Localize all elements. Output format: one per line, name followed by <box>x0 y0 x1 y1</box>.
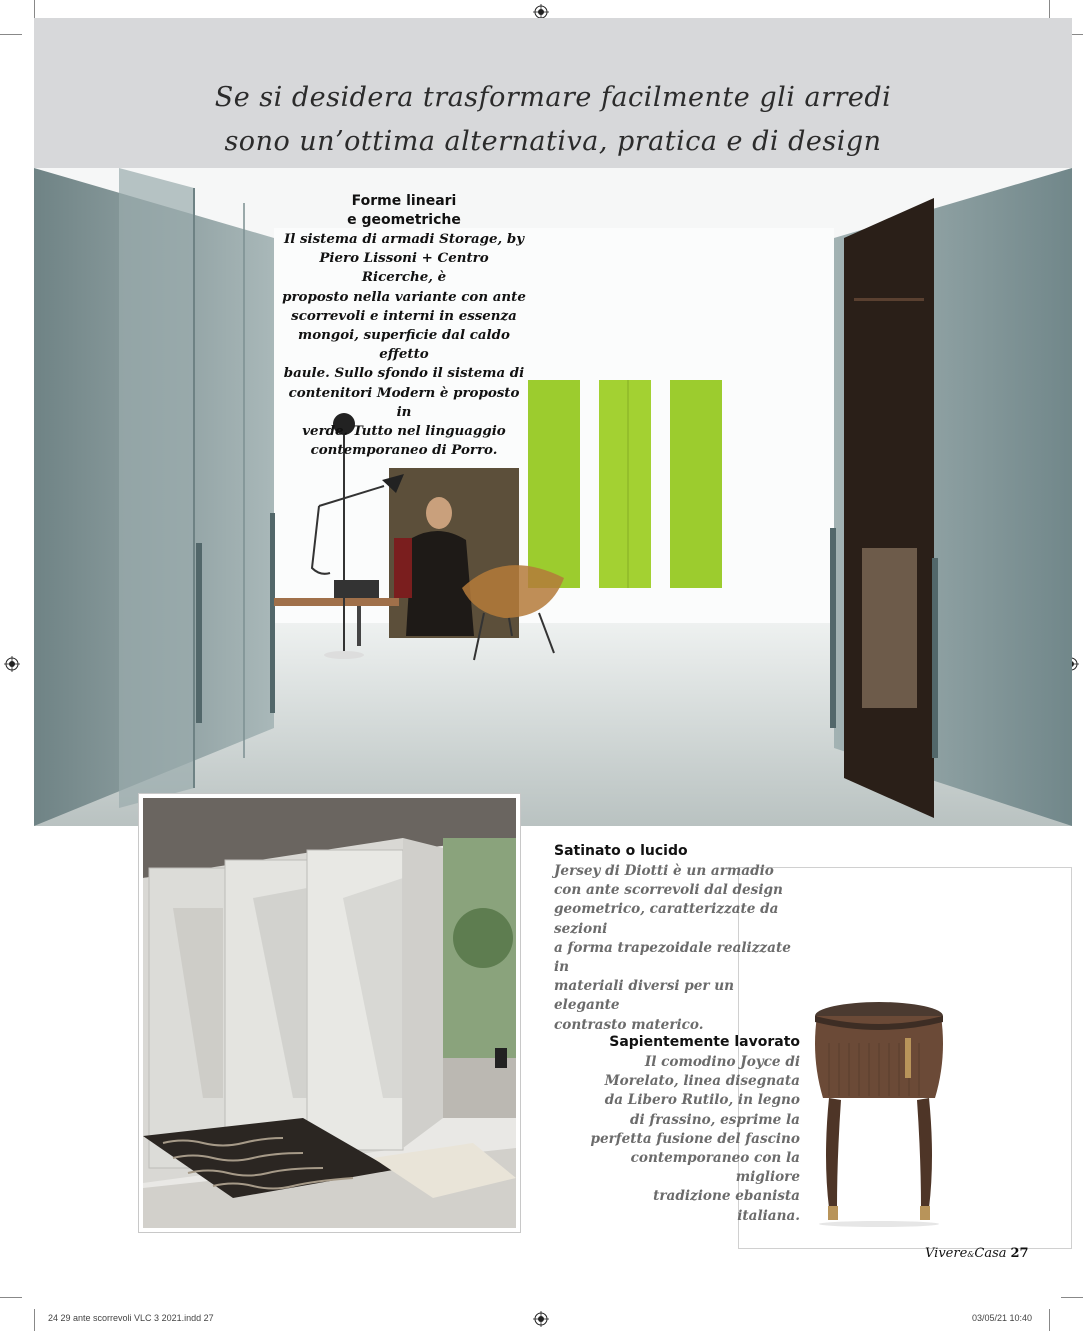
caption-title-line-1: Forme lineari <box>351 193 457 209</box>
caption-forme-lineari <box>282 192 526 460</box>
caption-body-line: Piero Lissoni + Centro Ricerche, è <box>319 250 489 286</box>
caption-body-line: Jersey di Diotti è un armadio <box>554 863 774 879</box>
caption-sapientemente-lavorato <box>590 1033 800 1226</box>
pull-quote-line-2: sono un’ottima alternativa, pratica e di design <box>224 126 882 157</box>
caption-body-line: perfetta fusione del fascino <box>590 1130 800 1147</box>
caption-body-line: verde. Tutto nel linguaggio <box>302 423 506 440</box>
caption-satinato-o-lucido <box>554 842 804 1035</box>
caption-body-line: Il comodino Joyce di <box>644 1054 800 1070</box>
crop-mark-top-left <box>0 34 22 35</box>
caption-body-line: materiali diversi per un elegante <box>554 978 735 1014</box>
caption-body-line: di frassino, esprime la <box>630 1111 800 1128</box>
main-photo-storage-wardrobe <box>34 168 1072 826</box>
caption-body-line: con ante scorrevoli dal design <box>554 882 783 899</box>
caption-body-line: geometrico, caratterizzate da sezioni <box>554 901 779 937</box>
magazine-brand-vivere: Vivere <box>925 1246 968 1261</box>
caption-body-line: Morelato, linea disegnata <box>604 1073 800 1090</box>
jersey-wardrobe-illustration <box>143 798 516 1228</box>
nightstand-joyce-illustration <box>809 998 949 1228</box>
caption-body-line: contenitori Modern è proposto in <box>288 384 520 420</box>
wardrobe-jersey-photo <box>138 793 521 1233</box>
crop-mark-bottom-left <box>0 1297 22 1298</box>
caption-body-line: mongoi, superficie dal caldo effetto <box>298 327 510 363</box>
caption-body-line: da Libero Rutilo, in legno <box>604 1092 800 1109</box>
caption-body <box>554 862 804 1035</box>
caption-body <box>282 230 526 460</box>
pull-quote-line-1: Se si desidera trasformare facilmente gli arredi <box>214 82 892 113</box>
caption-body-line: contrasto materico. <box>554 1016 704 1033</box>
caption-body-line: contemporaneo di Porro. <box>310 442 498 459</box>
caption-title: Sapientemente lavorato <box>609 1034 800 1050</box>
caption-body-line: a forma trapezoidale realizzate in <box>554 939 791 976</box>
slug-date-time: 03/05/21 10:40 <box>972 1313 1033 1323</box>
slug-file-name: 24 29 ante scorrevoli VLC 3 2021.indd 27 <box>48 1313 214 1323</box>
caption-body-line: scorrevoli e interni in essenza <box>291 307 517 324</box>
page-footer <box>925 1246 1029 1261</box>
header-band <box>34 18 1072 168</box>
caption-title: Satinato o lucido <box>554 843 688 859</box>
caption-body-line: contemporaneo con la migliore <box>630 1150 800 1186</box>
crop-mark-bottom-right-v <box>1049 1309 1050 1331</box>
magazine-brand-casa: Casa <box>974 1246 1007 1261</box>
caption-body-line: tradizione ebanista italiana. <box>653 1188 800 1224</box>
crop-mark-bottom-right <box>1061 1297 1083 1298</box>
caption-body-line: baule. Sullo sfondo il sistema di <box>283 365 525 382</box>
caption-body-line: Il sistema di armadi Storage, by <box>283 231 525 247</box>
caption-title-line-2: e geometriche <box>347 212 461 228</box>
registration-mark-bottom-icon <box>533 1311 549 1327</box>
caption-body <box>590 1053 800 1226</box>
registration-mark-left-icon <box>4 656 20 672</box>
page-number: 27 <box>1010 1246 1029 1261</box>
magazine-brand-ampersand: & <box>967 1250 975 1259</box>
crop-mark-bottom-left-v <box>34 1309 35 1331</box>
caption-body-line: proposto nella variante con ante <box>282 288 526 305</box>
interior-photo-illustration <box>34 168 1072 826</box>
